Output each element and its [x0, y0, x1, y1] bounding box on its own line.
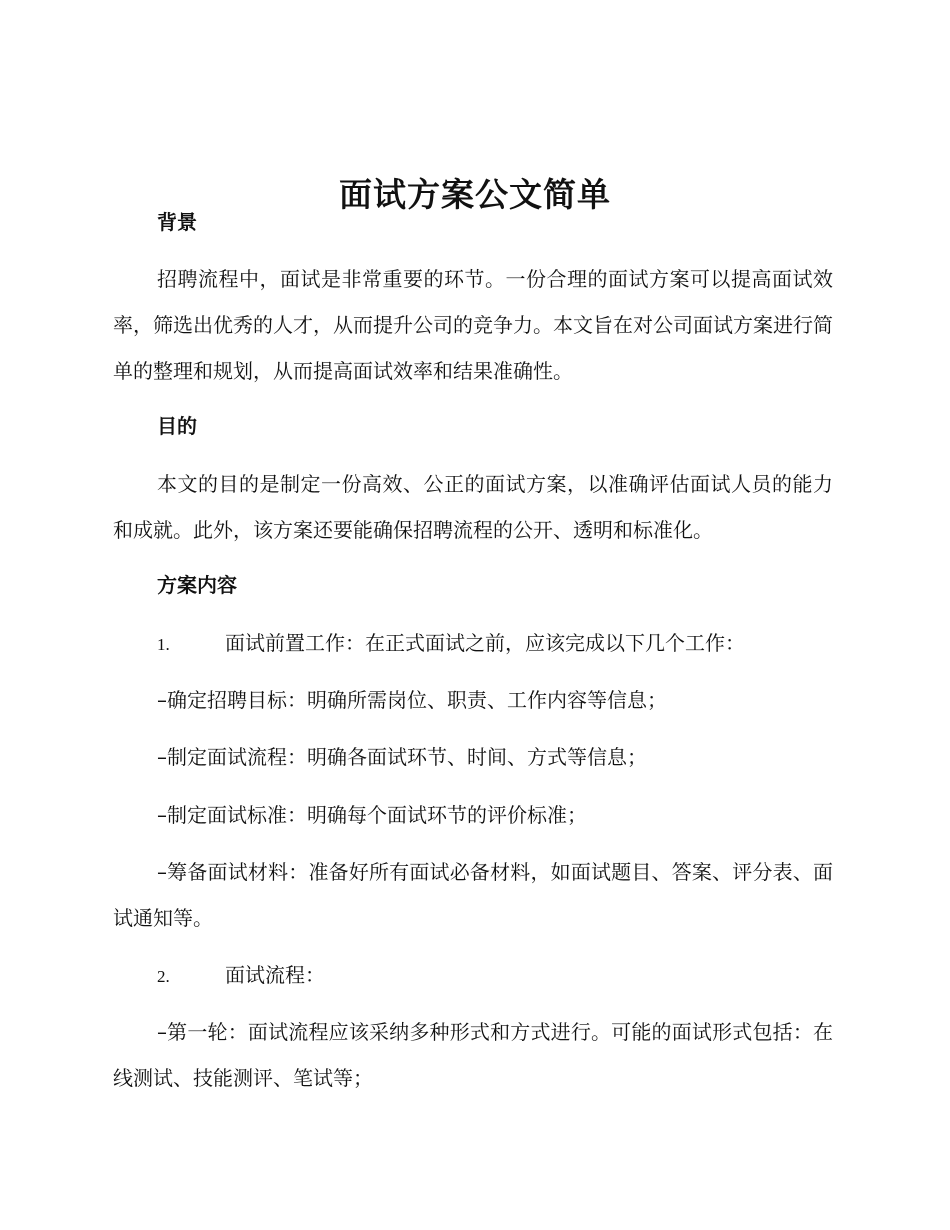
list-item: –筹备面试材料：准备好所有面试必备材料，如面试题目、答案、评分表、面试通知等。: [113, 860, 833, 930]
list-item: –确定招聘目标：明确所需岗位、职责、工作内容等信息；: [157, 688, 667, 712]
heading-purpose: 目的: [157, 414, 197, 438]
page-title: 面试方案公文简单: [339, 175, 611, 215]
paragraph-background: 招聘流程中，面试是非常重要的环节。一份合理的面试方案可以提高面试效率，筛选出优秀的人才，从而提升公司的竞争力。本文旨在对公司面试方案进行简单的整理和规划，从而提高面试效率和结果准确性。: [113, 267, 833, 383]
heading-background: 背景: [157, 210, 197, 234]
numbered-item-1: [113, 620, 877, 668]
item-number: 2.: [157, 967, 170, 986]
list-item: –制定面试标准：明确每个面试环节的评价标准；: [157, 803, 587, 827]
item-text: 面试流程：: [225, 963, 325, 987]
list-item: –第一轮：面试流程应该采纳多种形式和方式进行。可能的面试形式包括：在线测试、技能测评、笔试等；: [113, 1020, 833, 1090]
heading-plan-content: 方案内容: [157, 573, 237, 597]
numbered-item-2: [113, 952, 877, 1000]
item-number: 1.: [157, 635, 170, 654]
list-item: –制定面试流程：明确各面试环节、时间、方式等信息；: [157, 745, 647, 769]
item-text: 面试前置工作：在正式面试之前，应该完成以下几个工作：: [225, 631, 745, 655]
paragraph-purpose: 本文的目的是制定一份高效、公正的面试方案，以准确评估面试人员的能力和成就。此外，该方案还要能确保招聘流程的公开、透明和标准化。: [113, 472, 833, 542]
